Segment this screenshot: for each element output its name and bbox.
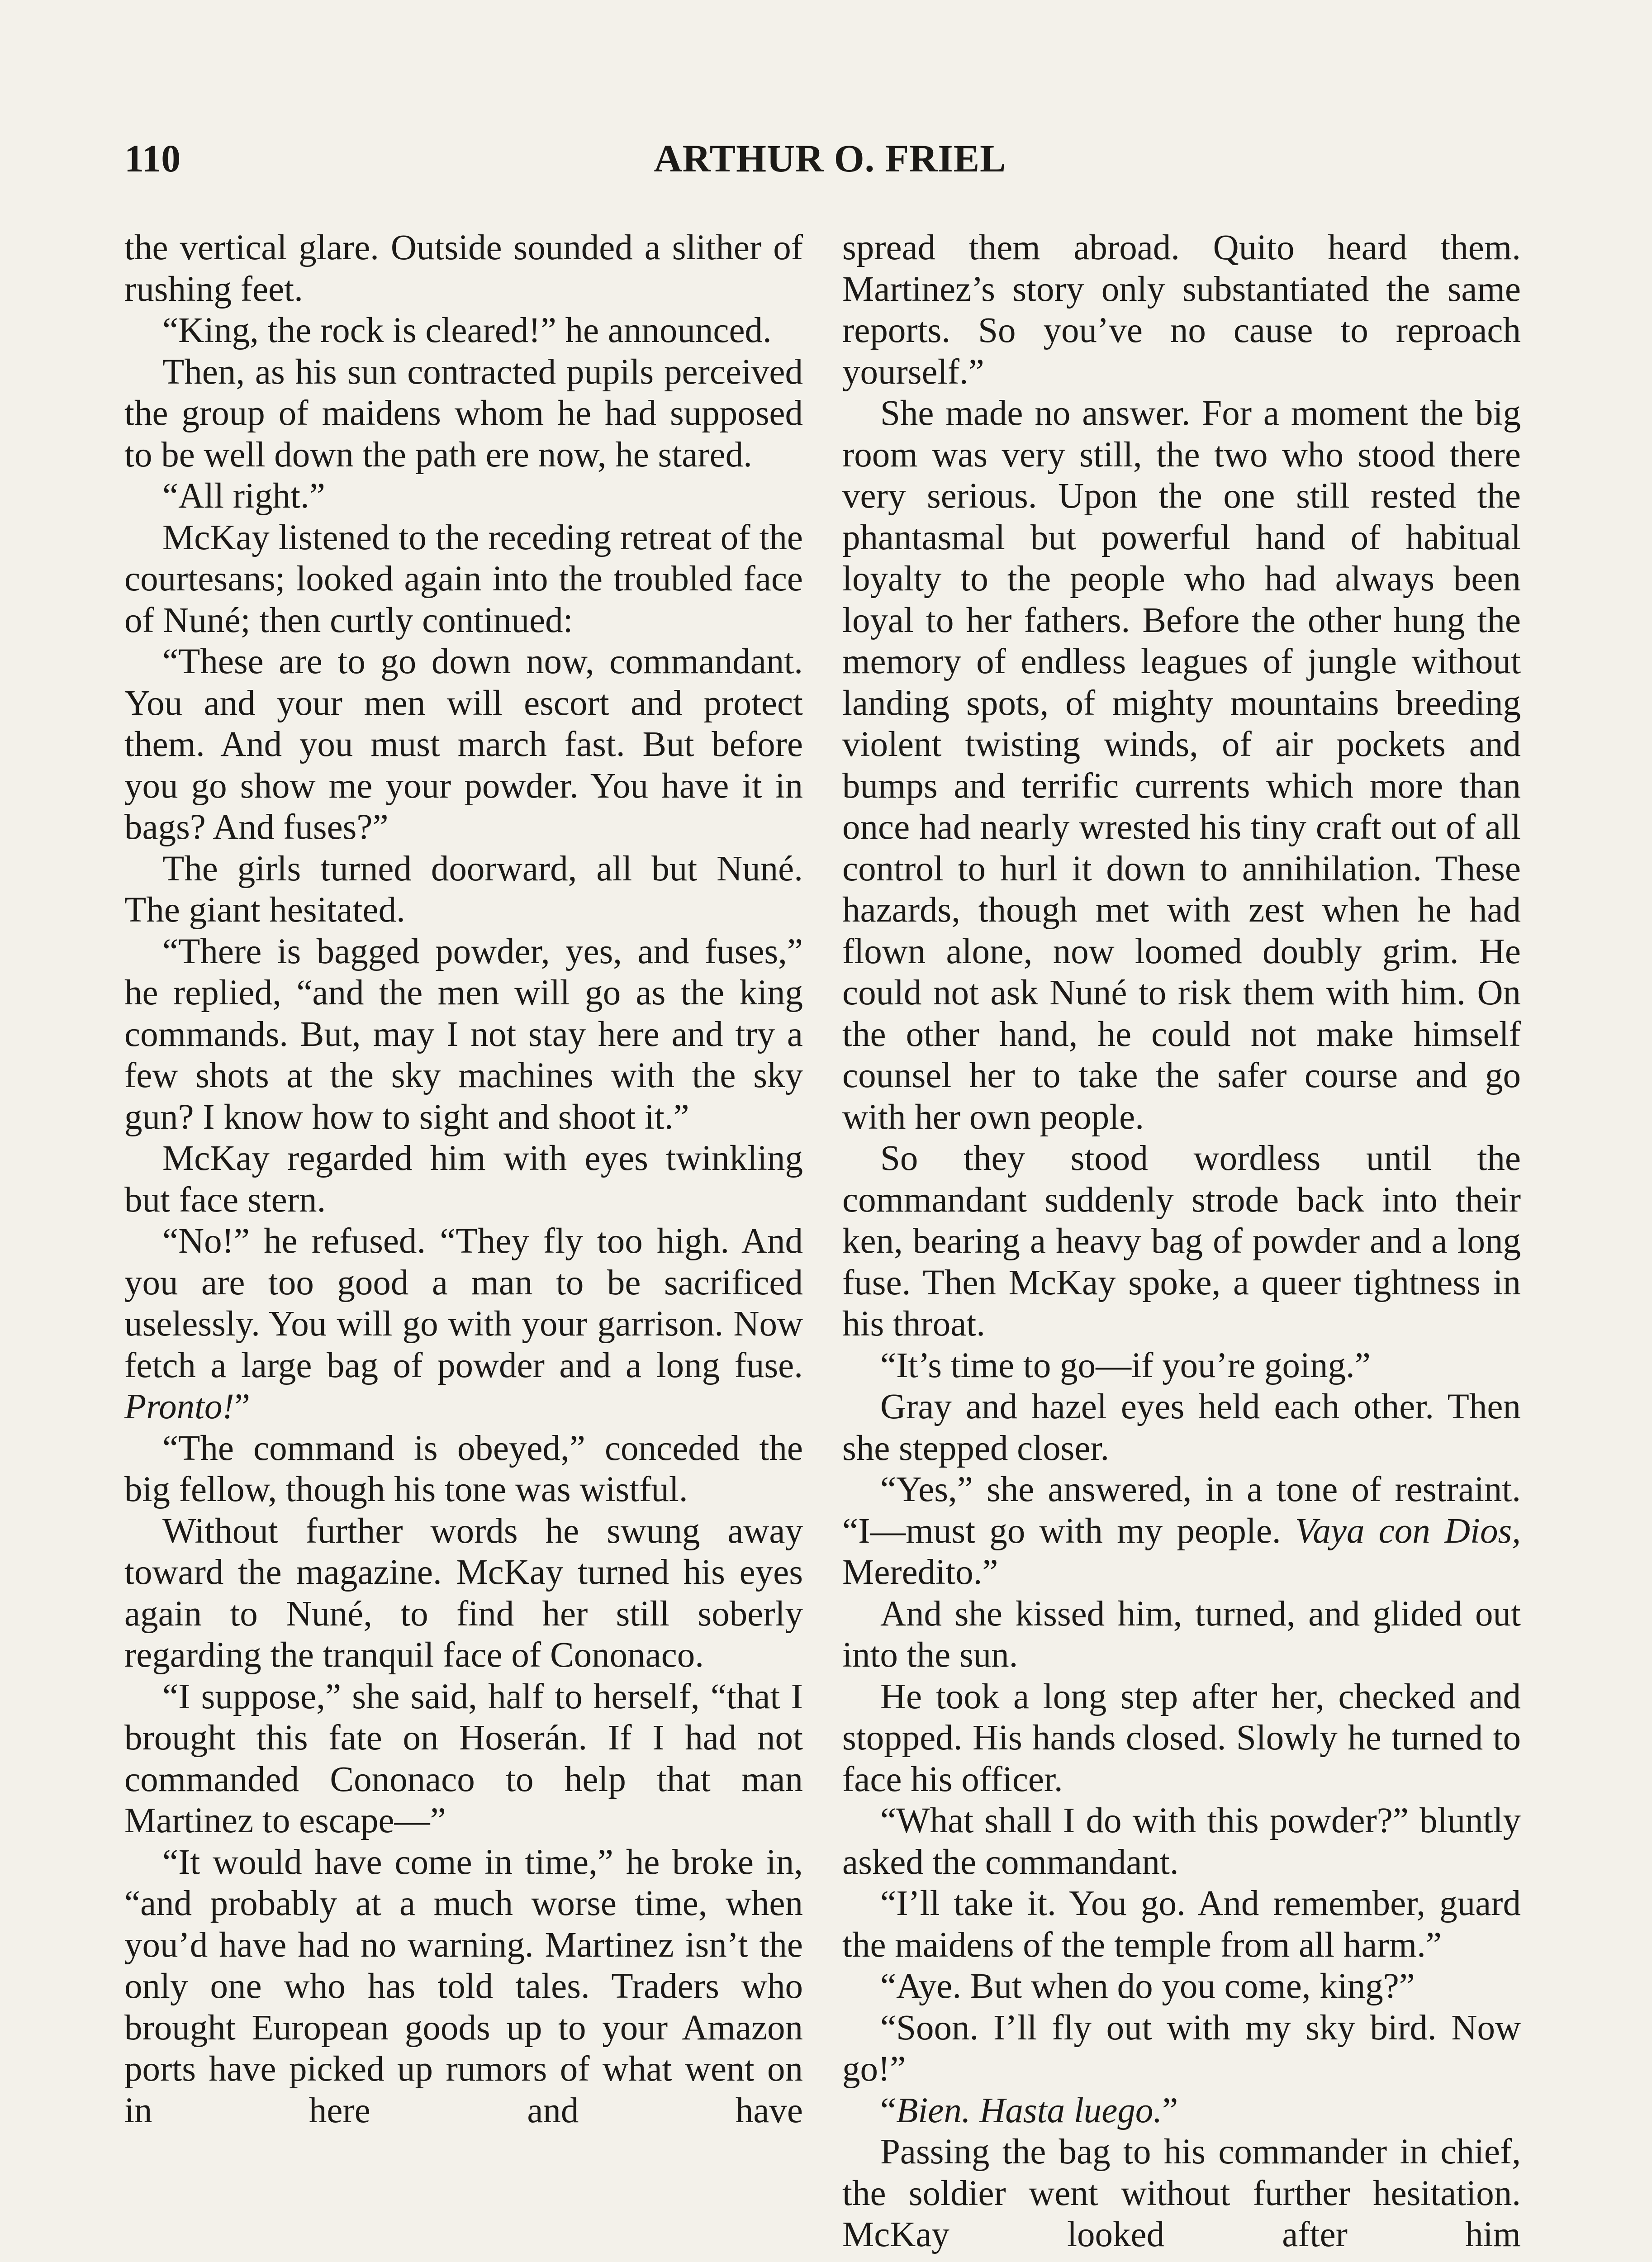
paragraph: She made no answer. For a moment the big room was very still, the two who stood there very serious. Upon the one still rested the phantasmal but powerful hand of habitual loyalty to the people who had always been loyal to her fathers. Before the other hung the memory of endless leagues of jungle without landing spots, of mighty mountains breeding violent twisting winds, of air pockets and bumps and terrific currents which more than once had nearly wrested his tiny craft out of all control to hurl it down to annihilation. These hazards, though met with zest when he had flown alone, now loomed doubly grim. He could not ask Nuné to risk them with him. On the other hand, he could not make himself counsel her to take the safer course and go with her own people. — [842, 394, 1521, 1137]
paragraph: He took a long step after her, checked and stopped. His hands closed. Slowly he turned to face his officer. — [842, 1677, 1521, 1799]
text-run: ” — [1162, 2091, 1178, 2130]
paragraph — [842, 2090, 1521, 2132]
running-head: ARTHUR O. FRIEL — [654, 137, 1006, 180]
paragraph: McKay listened to the receding retreat of the courtesans; looked again into the troubled face of Nuné; then curtly continued: — [124, 518, 803, 640]
paragraph: “All right.” — [162, 476, 325, 516]
text-run: “No!” he refused. “They fly too high. And you are too good a man to be sacrificed uselessly. You will go with your garrison. Now fetch a large bag of powder and a long fuse. — [124, 1221, 803, 1385]
paragraph: “I suppose,” she said, half to herself, “that I brought this fate on Hoserán. If I had not commanded Cononaco to help that man Martinez to escape—” — [124, 1677, 803, 1840]
paragraph: Without further words he swung away toward the magazine. McKay turned his eyes again to Nuné, to find her still soberly regarding the tranquil face of Cononaco. — [124, 1511, 803, 1675]
text-run: “ — [880, 2091, 897, 2130]
italic-text: Vaya con Dios, — [1295, 1511, 1521, 1551]
paragraph: “Aye. But when do you come, king?” — [880, 1967, 1415, 2006]
paragraph: “Soon. I’ll fly out with my sky bird. Now go!” — [842, 2008, 1521, 2089]
paragraph: spread them abroad. Quito heard them. Martinez’s story only substantiated the same reports. So you’ve no cause to reproach yourself.” — [842, 228, 1521, 392]
text-run: “Yes,” she answered, in a tone of restraint. “I—must go with my people. — [842, 1470, 1521, 1551]
paragraph: “The command is obeyed,” conceded the big fellow, though his tone was wistful. — [124, 1428, 803, 1509]
paragraph: “What shall I do with this powder?” bluntly asked the commandant. — [842, 1801, 1521, 1882]
paragraph: “It would have come in time,” he broke in, “and probably at a much worse time, when you’d have had no warning. Martinez isn’t the only one who has told tales. Traders who brought European goods up to your Amazon ports have picked up rumors of what went on in here and have — [124, 1842, 803, 2130]
paragraph: “I’ll take it. You go. And remember, guard the maidens of the temple from all harm.” — [842, 1884, 1521, 1965]
paragraph: “It’s time to go—if you’re going.” — [880, 1345, 1371, 1385]
paragraph: The girls turned doorward, all but Nuné. The giant hesitated. — [124, 849, 803, 930]
paragraph: McKay regarded him with eyes twinkling but face stern. — [124, 1139, 803, 1220]
text-run: ” — [234, 1387, 250, 1426]
paragraph: And she kissed him, turned, and glided out into the sun. — [842, 1594, 1521, 1675]
paragraph: “These are to go down now, commandant. You and your men will escort and protect them. And you must march fast. But before you go show me your powder. You have it in bags? And fuses?” — [124, 642, 803, 847]
paragraph: Passing the bag to his commander in chief, the soldier went without further hesitation. McKay looked after him — [842, 2132, 1521, 2254]
page-header — [124, 136, 1536, 199]
italic-text: Bien. Hasta luego. — [896, 2091, 1163, 2130]
paragraph: Gray and hazel eyes held each other. Then she stepped closer. — [842, 1387, 1521, 1468]
page-number: 110 — [124, 137, 181, 180]
paragraph: the vertical glare. Outside sounded a slither of rushing feet. — [124, 228, 803, 309]
paragraph: Then, as his sun contracted pupils perceived the group of maidens whom he had supposed to be well down the path ere now, he stared. — [124, 352, 803, 475]
paragraph: “There is bagged powder, yes, and fuses,” he replied, “and the men will go as the king commands. But, may I not stay here and try a few shots at the sky machines with the sky gun? I know how to sight and shoot it.” — [124, 931, 803, 1137]
paragraph — [842, 1469, 1521, 1593]
italic-text: Pronto! — [124, 1387, 234, 1426]
paragraph: So they stood wordless until the commandant suddenly strode back into their ken, bearing a heavy bag of powder and a long fuse. Then McKay spoke, a queer tightness in his throat. — [842, 1139, 1521, 1344]
text-run: Meredito.” — [842, 1553, 998, 1592]
paragraph: “King, the rock is cleared!” he announced. — [162, 311, 772, 350]
left-column — [124, 227, 803, 2131]
paragraph — [124, 1221, 803, 1428]
right-column — [842, 227, 1521, 2256]
